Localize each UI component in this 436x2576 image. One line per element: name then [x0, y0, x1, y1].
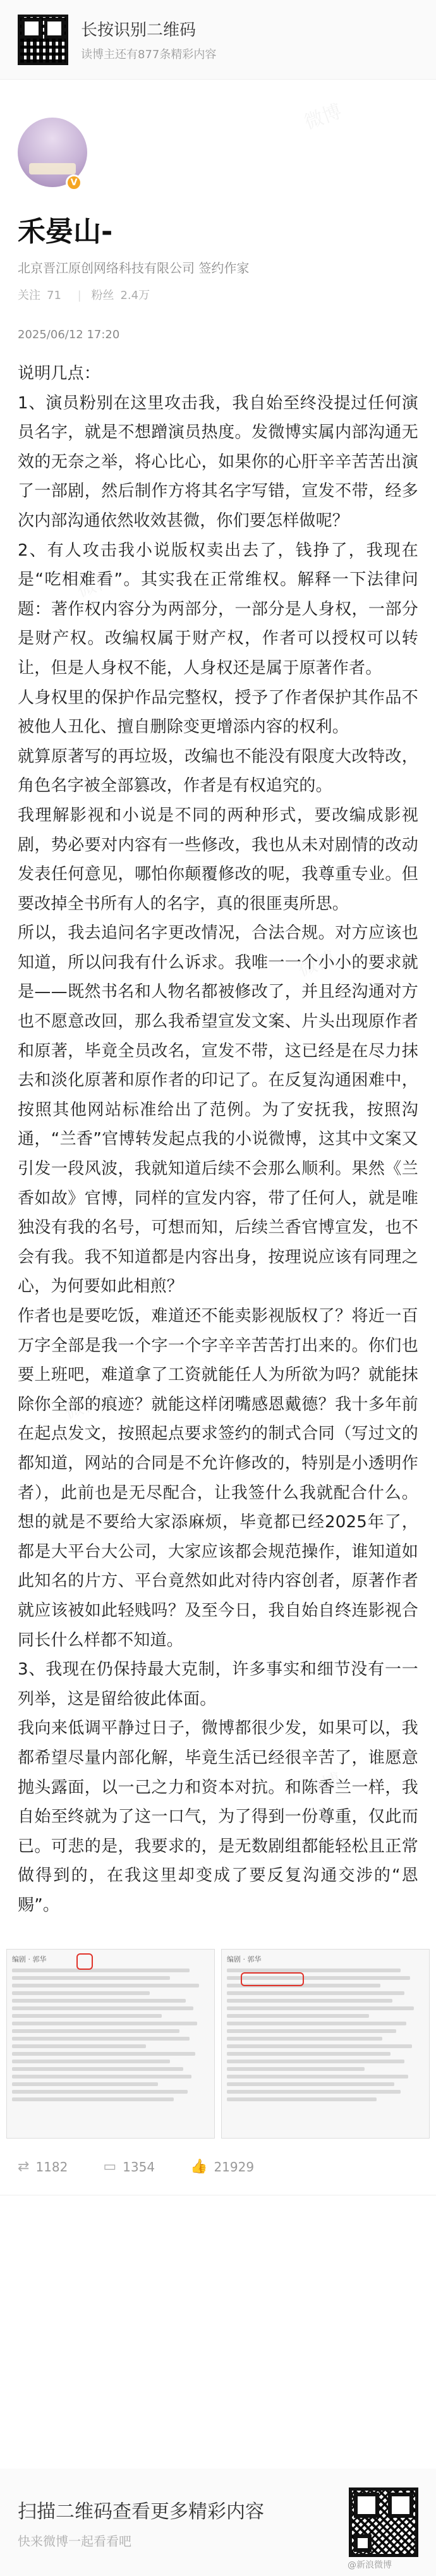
image-caption: 编剧 · 郭华	[12, 1955, 47, 1964]
following-count[interactable]: 71	[47, 289, 61, 302]
footer-subtitle: 快来微博一起看看吧	[18, 2533, 131, 2549]
highlight-circle	[76, 1953, 93, 1970]
comment-count: 1354	[123, 2159, 155, 2175]
follow-stats	[18, 286, 418, 303]
following-label: 关注	[18, 289, 40, 302]
repost-icon: ⇄	[18, 2159, 30, 2175]
user-name[interactable]: 禾晏山-	[18, 216, 113, 248]
highlight-box	[241, 1972, 304, 1986]
attached-image-2[interactable]	[221, 1949, 430, 2139]
repost-button[interactable]	[18, 2159, 68, 2175]
paragraph: 1、演员粉别在这里攻击我，我自始至终没提过任何演员名字，就是不想蹭演员热度。发微博实属内部沟通无效的无奈之举，将心比心，如果你的心肝辛辛苦苦出演了一部剧，然后制作方将其名字写错，宣发不带，经多次内部沟通依然收效甚微，你们要怎样做呢？	[18, 393, 418, 530]
verification-text: 北京晋江原创网络科技有限公司 签约作家	[18, 260, 250, 276]
paragraph: 2、有人攻击我小说版权卖出去了，钱挣了，我现在是“吃相难看”。其实我在正常维权。解释一下法律问题：著作权内容分为两部分，一部分是人身权，一部分是财产权。改编权属于财产权，作者可以授权可以转让，但是人身权不能，人身权还是属于原著作者。	[18, 540, 418, 678]
profile-header	[0, 80, 436, 341]
repost-count: 1182	[35, 2159, 68, 2175]
brand-label: @新浪微博	[348, 2560, 392, 2570]
v-badge-icon: V	[66, 174, 82, 191]
attached-images	[0, 1920, 436, 2139]
thumbs-up-icon: 👍	[190, 2159, 208, 2175]
qr-banner[interactable]	[0, 0, 436, 80]
qr-code-icon[interactable]	[18, 15, 68, 65]
qr-footer[interactable]	[0, 2469, 436, 2576]
banner-subtitle: 读博主还有877条精彩内容	[81, 48, 217, 61]
banner-title: 长按识别二维码	[81, 21, 197, 40]
post-body	[0, 341, 436, 1920]
paragraph: 3、我现在仍保持最大克制，许多事实和细节没有一一列举，这是留给彼此体面。	[18, 1660, 418, 1709]
attached-image-1[interactable]	[6, 1949, 215, 2139]
followers-count[interactable]: 2.4万	[120, 289, 150, 302]
footer-title: 扫描二维码查看更多精彩内容	[18, 2500, 264, 2523]
comment-button[interactable]	[103, 2159, 155, 2175]
comment-icon: ▭	[103, 2159, 117, 2175]
qr-code-icon[interactable]	[349, 2487, 418, 2557]
like-button[interactable]	[190, 2159, 254, 2175]
action-bar	[0, 2139, 436, 2195]
post-date: 2025/06/12 17:20	[18, 328, 120, 341]
paragraph: 说明几点：	[18, 364, 101, 383]
image-caption: 编剧 · 郭华	[227, 1955, 262, 1964]
paragraph: 所以，我去追问名字更改情况，合法合规。对方应该也知道，所以问我有什么诉求。我唯一一个小小的要求就是——既然书名和人物名都被修改了，并且经沟通对方也不愿意改回，那么我希望宣发文案、片头出现原作者和原著，毕竟全员改名，宣发不带，这已经是在尽力抹去和淡化原著和原作者的印记了。在反复沟通困难中，按照其他网站标准给出了范例。为了安抚我，按照沟通，“兰香”官博转发起点我的小说微博，这其中文案又引发一段风波，我就知道后续不会那么顺利。果然《兰香如故》官博，同样的宣发内容，带了任何人，就是唯独没有我的名号，可想而知，后续兰香官博宣发，也不会有我。我不知道都是内容出身，按理说应该有同理之心，为何要如此相煎？	[18, 924, 418, 1297]
paragraph: 人身权里的保护作品完整权，授予了作者保护其作品不被他人丑化、擅自删除变更增添内容的权利。	[18, 688, 418, 737]
paragraph: 我理解影视和小说是不同的两种形式，要改编成影视剧，势必要对内容有一些修改，我也从未对剧情的改动发表任何意见，哪怕你颠覆修改的呢，我尊重专业。但要改掉全书所有人的名字，真的很匪夷所思。	[18, 805, 418, 913]
paragraph: 作者也是要吃饭，难道还不能卖影视版权了？将近一百万字全部是我一个字一个字辛辛苦苦打出来的。你们也要上班吧，难道拿了工资就能任人为所欲为吗？就能抹除你全部的痕迹？就能这样闭嘴感恩戴德？我十多年前在起点发文，按照起点要求签约的制式合同（写过文的都知道，网站的合同是不允许修改的，特别是小透明作者），此前也是无尽配合，让我签什么我就配合什么。想的就是不要给大家添麻烦，毕竟都已经2025年了，都是大平台大公司，大家应该都会规范操作，谁知道如此知名的片方、平台竟然如此对待内容创者，原著作者就应该被如此轻贱吗？及至今日，我自始自终连影视合同长什么样都不知道。	[18, 1307, 418, 1650]
followers-label: 粉丝	[91, 289, 114, 302]
paragraph: 我向来低调平静过日子，微博都很少发，如果可以，我都希望尽量内部化解，毕竟生活已经很辛苦了，谁愿意抛头露面，以一己之力和资本对抗。和陈香兰一样，我自始至终就为了这一口气，为了得到一份尊重，仅此而已。可悲的是，我要求的，是无数剧组都能轻松且正常做得到的，在我这里却变成了要反复沟通交涉的“恩赐”。	[18, 1719, 418, 1915]
like-count: 21929	[214, 2159, 255, 2175]
paragraph: 就算原著写的再垃圾，改编也不能没有限度大改特改，角色名字被全部篡改，作者是有权追究的。	[18, 747, 418, 796]
divider: |	[77, 289, 82, 302]
